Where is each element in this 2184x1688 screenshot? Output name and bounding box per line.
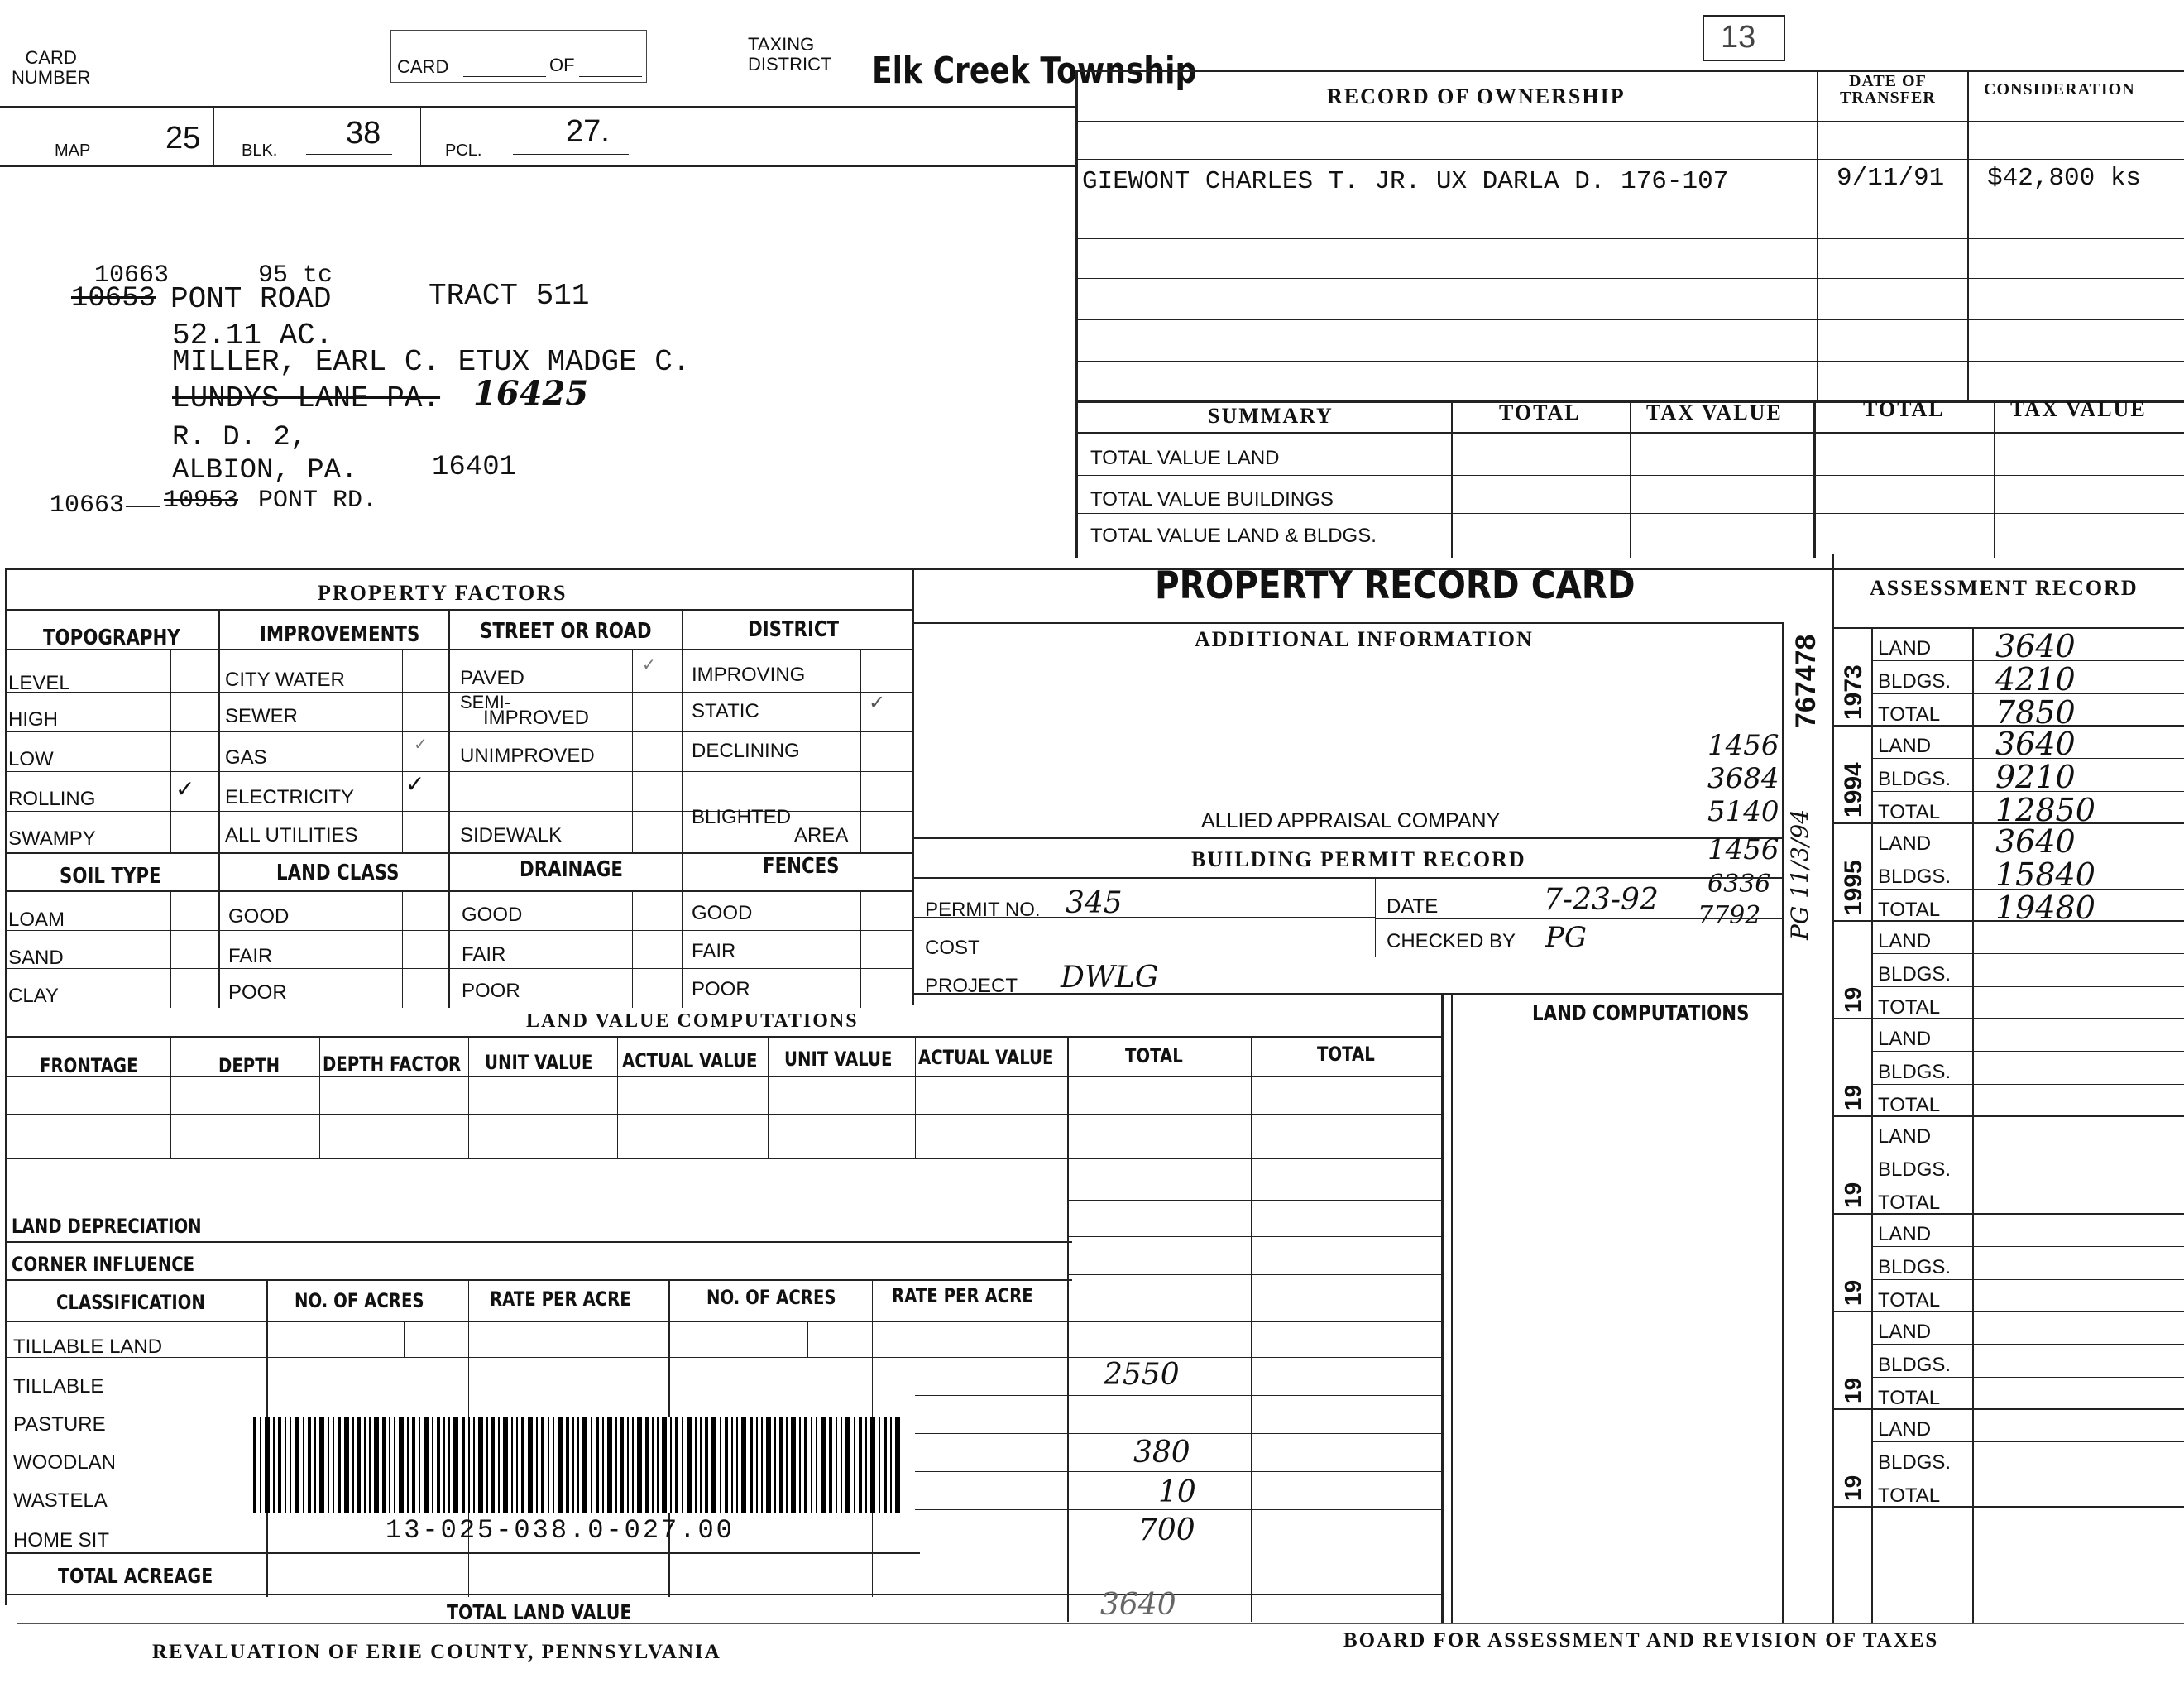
- topo-swampy: SWAMPY: [8, 827, 96, 850]
- impr-sewer: SEWER: [225, 705, 299, 727]
- zip: 16401: [432, 452, 517, 483]
- address-old-number: 10653: [71, 283, 156, 314]
- additional-hand-1: 1456: [1707, 729, 1779, 762]
- assessment-year: 19: [1840, 1475, 1866, 1501]
- fences-poor: POOR: [692, 978, 750, 1000]
- assessment-year: 19: [1840, 1279, 1866, 1306]
- assessment-year: 19: [1840, 1084, 1866, 1110]
- fences-good: GOOD: [692, 902, 753, 924]
- land-total-3: 10: [1158, 1475, 1196, 1509]
- taxing-district-label: TAXING DISTRICT: [748, 34, 832, 74]
- topo-low: LOW: [8, 748, 54, 770]
- assessment-land-label: LAND: [1878, 930, 1932, 952]
- blk-value: 38: [346, 116, 381, 151]
- allied-appraisal: ALLIED APPRAISAL COMPANY: [1201, 809, 1501, 832]
- topo-high: HIGH: [8, 708, 58, 731]
- acreage: 52.11 AC.: [172, 319, 333, 352]
- class-poor: POOR: [228, 981, 287, 1004]
- impr-electricity: ELECTRICITY: [225, 786, 355, 808]
- assessment-bldgs-label: BLDGS.: [1878, 670, 1952, 693]
- zip-handwritten: 16425: [473, 374, 589, 413]
- topo-rolling: ROLLING: [8, 788, 96, 810]
- assessment-land-label: LAND: [1878, 1321, 1932, 1343]
- land-computations-title: LAND COMPUTATIONS: [1532, 1001, 1750, 1026]
- district-blighted: BLIGHTED: [692, 806, 792, 828]
- drainage-header: DRAINAGE: [520, 857, 623, 882]
- class-header-rate-2: RATE PER ACRE: [892, 1284, 1033, 1307]
- assessment-total-value: 7850: [1995, 694, 2076, 731]
- corner-influence: CORNER INFLUENCE: [12, 1253, 195, 1276]
- map-value: 25: [165, 121, 201, 156]
- assessment-total-label: TOTAL: [1878, 996, 1941, 1019]
- assessment-total-label: TOTAL: [1878, 1094, 1941, 1116]
- drainage-good: GOOD: [462, 904, 523, 926]
- assessment-land-label: LAND: [1878, 1125, 1932, 1148]
- property-record-card-title: PROPERTY RECORD CARD: [1155, 563, 1636, 607]
- assessment-year: 19: [1840, 1377, 1866, 1403]
- assessment-bldgs-label: BLDGS.: [1878, 1061, 1952, 1083]
- district-number: 13: [1721, 20, 1756, 55]
- assessment-title: ASSESSMENT RECORD: [1870, 576, 2138, 600]
- assessment-bldgs-label: BLDGS.: [1878, 1256, 1952, 1278]
- street-sidewalk: SIDEWALK: [460, 824, 563, 846]
- ownership-consideration: $42,800 ks: [1987, 164, 2142, 193]
- barcode: [251, 1417, 905, 1513]
- summary-land: TOTAL VALUE LAND: [1090, 447, 1280, 469]
- address-line0-b: 95 tc: [258, 261, 333, 290]
- project-value: DWLG: [1061, 961, 1159, 995]
- street-semi: SEMI-: [460, 692, 511, 712]
- building-permit-title: BUILDING PERMIT RECORD: [1191, 847, 1526, 871]
- class-header-classification: CLASSIFICATION: [56, 1291, 205, 1314]
- assessment-bldgs-label: BLDGS.: [1878, 866, 1952, 888]
- soil-sand: SAND: [8, 947, 64, 969]
- ownership-title: RECORD OF OWNERSHIP: [1327, 84, 1626, 108]
- additional-hand-2: 3684: [1707, 762, 1779, 795]
- assessment-land-label: LAND: [1878, 735, 1932, 757]
- assessment-year: 1994: [1840, 762, 1867, 818]
- assessment-bldgs-label: BLDGS.: [1878, 1158, 1952, 1181]
- assessment-year: 19: [1840, 1182, 1866, 1208]
- lv-header-unit-value-2: UNIT VALUE: [784, 1048, 893, 1071]
- improvements-header: IMPROVEMENTS: [260, 622, 420, 647]
- lv-header-unit-value-1: UNIT VALUE: [485, 1051, 593, 1074]
- assessment-year: 1995: [1840, 860, 1867, 915]
- ownership-entry: GIEWONT CHARLES T. JR. UX DARLA D. 176-107: [1082, 167, 1729, 196]
- static-check: ✓: [869, 692, 886, 714]
- land-class-header: LAND CLASS: [276, 861, 400, 885]
- class-tillable: TILLABLE: [13, 1375, 104, 1398]
- map-label: MAP: [55, 141, 91, 160]
- assessment-year: 19: [1840, 986, 1866, 1013]
- ownership-date: 9/11/91: [1837, 164, 1945, 193]
- topo-level: LEVEL: [8, 672, 70, 694]
- class-pasture: PASTURE: [13, 1413, 106, 1436]
- class-woodland: WOODLAN: [13, 1451, 117, 1474]
- lv-header-depth-factor: DEPTH FACTOR: [323, 1053, 462, 1076]
- class-header-acres-2: NO. OF ACRES: [706, 1286, 836, 1309]
- district-improving: IMPROVING: [692, 664, 806, 686]
- land-total-4: 700: [1138, 1513, 1195, 1547]
- summary-total-2: TOTAL: [1863, 397, 1945, 421]
- impr-gas: GAS: [225, 746, 267, 769]
- street-improved: IMPROVED: [483, 707, 590, 729]
- address-bottom-road: PONT RD.: [258, 487, 378, 515]
- assessment-bldgs-value: 15840: [1995, 856, 2095, 893]
- lv-header-actual-value-2: ACTUAL VALUE: [918, 1046, 1054, 1069]
- fences-fair: FAIR: [692, 940, 736, 962]
- summary-tax-1: TAX VALUE: [1646, 400, 1783, 424]
- fences-header: FENCES: [763, 854, 840, 879]
- street-unimproved: UNIMPROVED: [460, 745, 595, 767]
- summary-tax-2: TAX VALUE: [2010, 397, 2147, 421]
- district-declining: DECLINING: [692, 740, 800, 762]
- address-bottom-old: 10953: [164, 487, 239, 515]
- total-acreage: TOTAL ACREAGE: [58, 1564, 213, 1588]
- assessment-total-value: 19480: [1995, 890, 2095, 926]
- transfer-date-label: DATE OF TRANSFER: [1840, 72, 1936, 107]
- summary-title: SUMMARY: [1208, 404, 1334, 428]
- permit-hand-2: 6336: [1707, 870, 1771, 899]
- tract: TRACT 511: [429, 279, 590, 313]
- assessment-total-label: TOTAL: [1878, 1289, 1941, 1312]
- district-static: STATIC: [692, 700, 759, 722]
- assessment-bldgs-value: 9210: [1995, 759, 2076, 795]
- land-value-title: LAND VALUE COMPUTATIONS: [526, 1010, 859, 1032]
- total-land-value-hand: 3640: [1100, 1588, 1176, 1622]
- assessment-land-value: 3640: [1995, 823, 2076, 860]
- lv-header-depth: DEPTH: [218, 1054, 280, 1077]
- assessment-total-label: TOTAL: [1878, 1484, 1941, 1507]
- project-label: PROJECT: [925, 975, 1018, 997]
- land-depreciation: LAND DEPRECIATION: [12, 1215, 202, 1238]
- side-number: 767478: [1790, 634, 1822, 728]
- class-wasteland: WASTELA: [13, 1489, 108, 1512]
- additional-info-title: ADDITIONAL INFORMATION: [1195, 627, 1534, 651]
- summary-total-1: TOTAL: [1499, 400, 1581, 424]
- assessment-bldgs-value: 4210: [1995, 661, 2076, 698]
- permit-no: 345: [1066, 886, 1123, 920]
- gas-check: ✓: [414, 736, 428, 754]
- assessment-land-value: 3640: [1995, 726, 2076, 762]
- owner-name: MILLER, EARL C. ETUX MADGE C.: [172, 345, 691, 379]
- summary-buildings: TOTAL VALUE BUILDINGS: [1090, 488, 1334, 511]
- assessment-land-label: LAND: [1878, 832, 1932, 855]
- permit-date-label: DATE: [1387, 895, 1439, 918]
- summary-land-bldgs: TOTAL VALUE LAND & BLDGS.: [1090, 525, 1377, 547]
- class-header-acres-1: NO. OF ACRES: [295, 1289, 424, 1312]
- address-road: PONT ROAD: [170, 282, 332, 316]
- assessment-total-label: TOTAL: [1878, 1192, 1941, 1214]
- assessment-bldgs-label: BLDGS.: [1878, 1354, 1952, 1376]
- permit-hand-3: 7792: [1698, 901, 1761, 930]
- assessment-total-label: TOTAL: [1878, 703, 1941, 726]
- permit-hand-1: 1456: [1707, 833, 1779, 866]
- rolling-check: ✓: [175, 776, 195, 802]
- barcode-text: 13-025-038.0-027.00: [386, 1515, 735, 1546]
- taxing-district: Elk Creek Township: [872, 50, 1197, 92]
- assessment-land-label: LAND: [1878, 1418, 1932, 1441]
- drainage-fair: FAIR: [462, 943, 506, 966]
- additional-hand-3: 5140: [1707, 795, 1779, 828]
- pcl-value: 27.: [566, 114, 610, 149]
- consideration-label: CONSIDERATION: [1984, 80, 2135, 98]
- street-header: STREET OR ROAD: [480, 619, 652, 644]
- permit-date: 7-23-92: [1544, 883, 1659, 917]
- of-label: OF: [549, 55, 575, 75]
- assessment-bldgs-label: BLDGS.: [1878, 1451, 1952, 1474]
- side-note: PG 11/3/94: [1786, 808, 1813, 940]
- blk-label: BLK.: [242, 141, 278, 160]
- assessment-total-label: TOTAL: [1878, 801, 1941, 823]
- footer-left: REVALUATION OF ERIE COUNTY, PENNSYLVANIA: [152, 1641, 721, 1663]
- assessment-land-value: 3640: [1995, 628, 2076, 664]
- land-total-1: 2550: [1104, 1358, 1180, 1392]
- class-header-rate-1: RATE PER ACRE: [490, 1288, 631, 1311]
- electricity-check: ✓: [405, 771, 425, 797]
- checked-by-label: CHECKED BY: [1387, 930, 1516, 952]
- lv-header-frontage: FRONTAGE: [40, 1054, 138, 1077]
- cost-label: COST: [925, 937, 980, 959]
- lv-header-total-1: TOTAL: [1125, 1044, 1183, 1067]
- topography-header: TOPOGRAPHY: [43, 626, 180, 650]
- lv-header-total-2: TOTAL: [1317, 1043, 1375, 1066]
- class-fair: FAIR: [228, 945, 273, 967]
- address-bottom-a: 10663: [50, 492, 125, 520]
- assessment-total-value: 12850: [1995, 792, 2095, 828]
- district-header: DISTRICT: [748, 617, 840, 642]
- assessment-land-label: LAND: [1878, 1028, 1932, 1050]
- impr-all-utilities: ALL UTILITIES: [225, 824, 358, 846]
- soil-type-header: SOIL TYPE: [60, 864, 161, 889]
- assessment-total-label: TOTAL: [1878, 1387, 1941, 1409]
- lv-header-actual-value-1: ACTUAL VALUE: [622, 1049, 758, 1072]
- city: ALBION, PA.: [172, 455, 358, 487]
- assessment-bldgs-label: BLDGS.: [1878, 768, 1952, 790]
- class-good: GOOD: [228, 905, 290, 928]
- class-home-site: HOME SIT: [13, 1529, 110, 1551]
- land-total-2: 380: [1133, 1436, 1190, 1470]
- assessment-bldgs-label: BLDGS.: [1878, 963, 1952, 985]
- card-number-label: CARD NUMBER: [12, 47, 91, 88]
- assessment-land-label: LAND: [1878, 1223, 1932, 1245]
- rural-route: R. D. 2,: [172, 422, 308, 453]
- address-line0-a: 10663: [94, 261, 170, 290]
- card-label: CARD: [397, 56, 449, 77]
- impr-city-water: CITY WATER: [225, 669, 345, 691]
- drainage-poor: POOR: [462, 980, 520, 1002]
- old-street: LUNDYS LANE PA.: [172, 381, 441, 415]
- soil-loam: LOAM: [8, 909, 65, 931]
- soil-clay: CLAY: [8, 985, 59, 1007]
- footer-right: BOARD FOR ASSESSMENT AND REVISION OF TAXES: [1343, 1629, 1939, 1652]
- street-paved: PAVED: [460, 667, 524, 689]
- pcl-label: PCL.: [445, 141, 482, 160]
- total-land-value: TOTAL LAND VALUE: [447, 1600, 632, 1624]
- property-factors-title: PROPERTY FACTORS: [318, 581, 568, 605]
- checked-by: PG: [1545, 921, 1588, 954]
- paved-check: ✓: [642, 656, 656, 674]
- class-tillable-land: TILLABLE LAND: [13, 1336, 163, 1358]
- assessment-land-label: LAND: [1878, 637, 1932, 659]
- assessment-total-label: TOTAL: [1878, 899, 1941, 921]
- permit-no-label: PERMIT NO.: [925, 899, 1041, 921]
- assessment-year: 1973: [1840, 664, 1867, 720]
- district-area: AREA: [794, 824, 849, 846]
